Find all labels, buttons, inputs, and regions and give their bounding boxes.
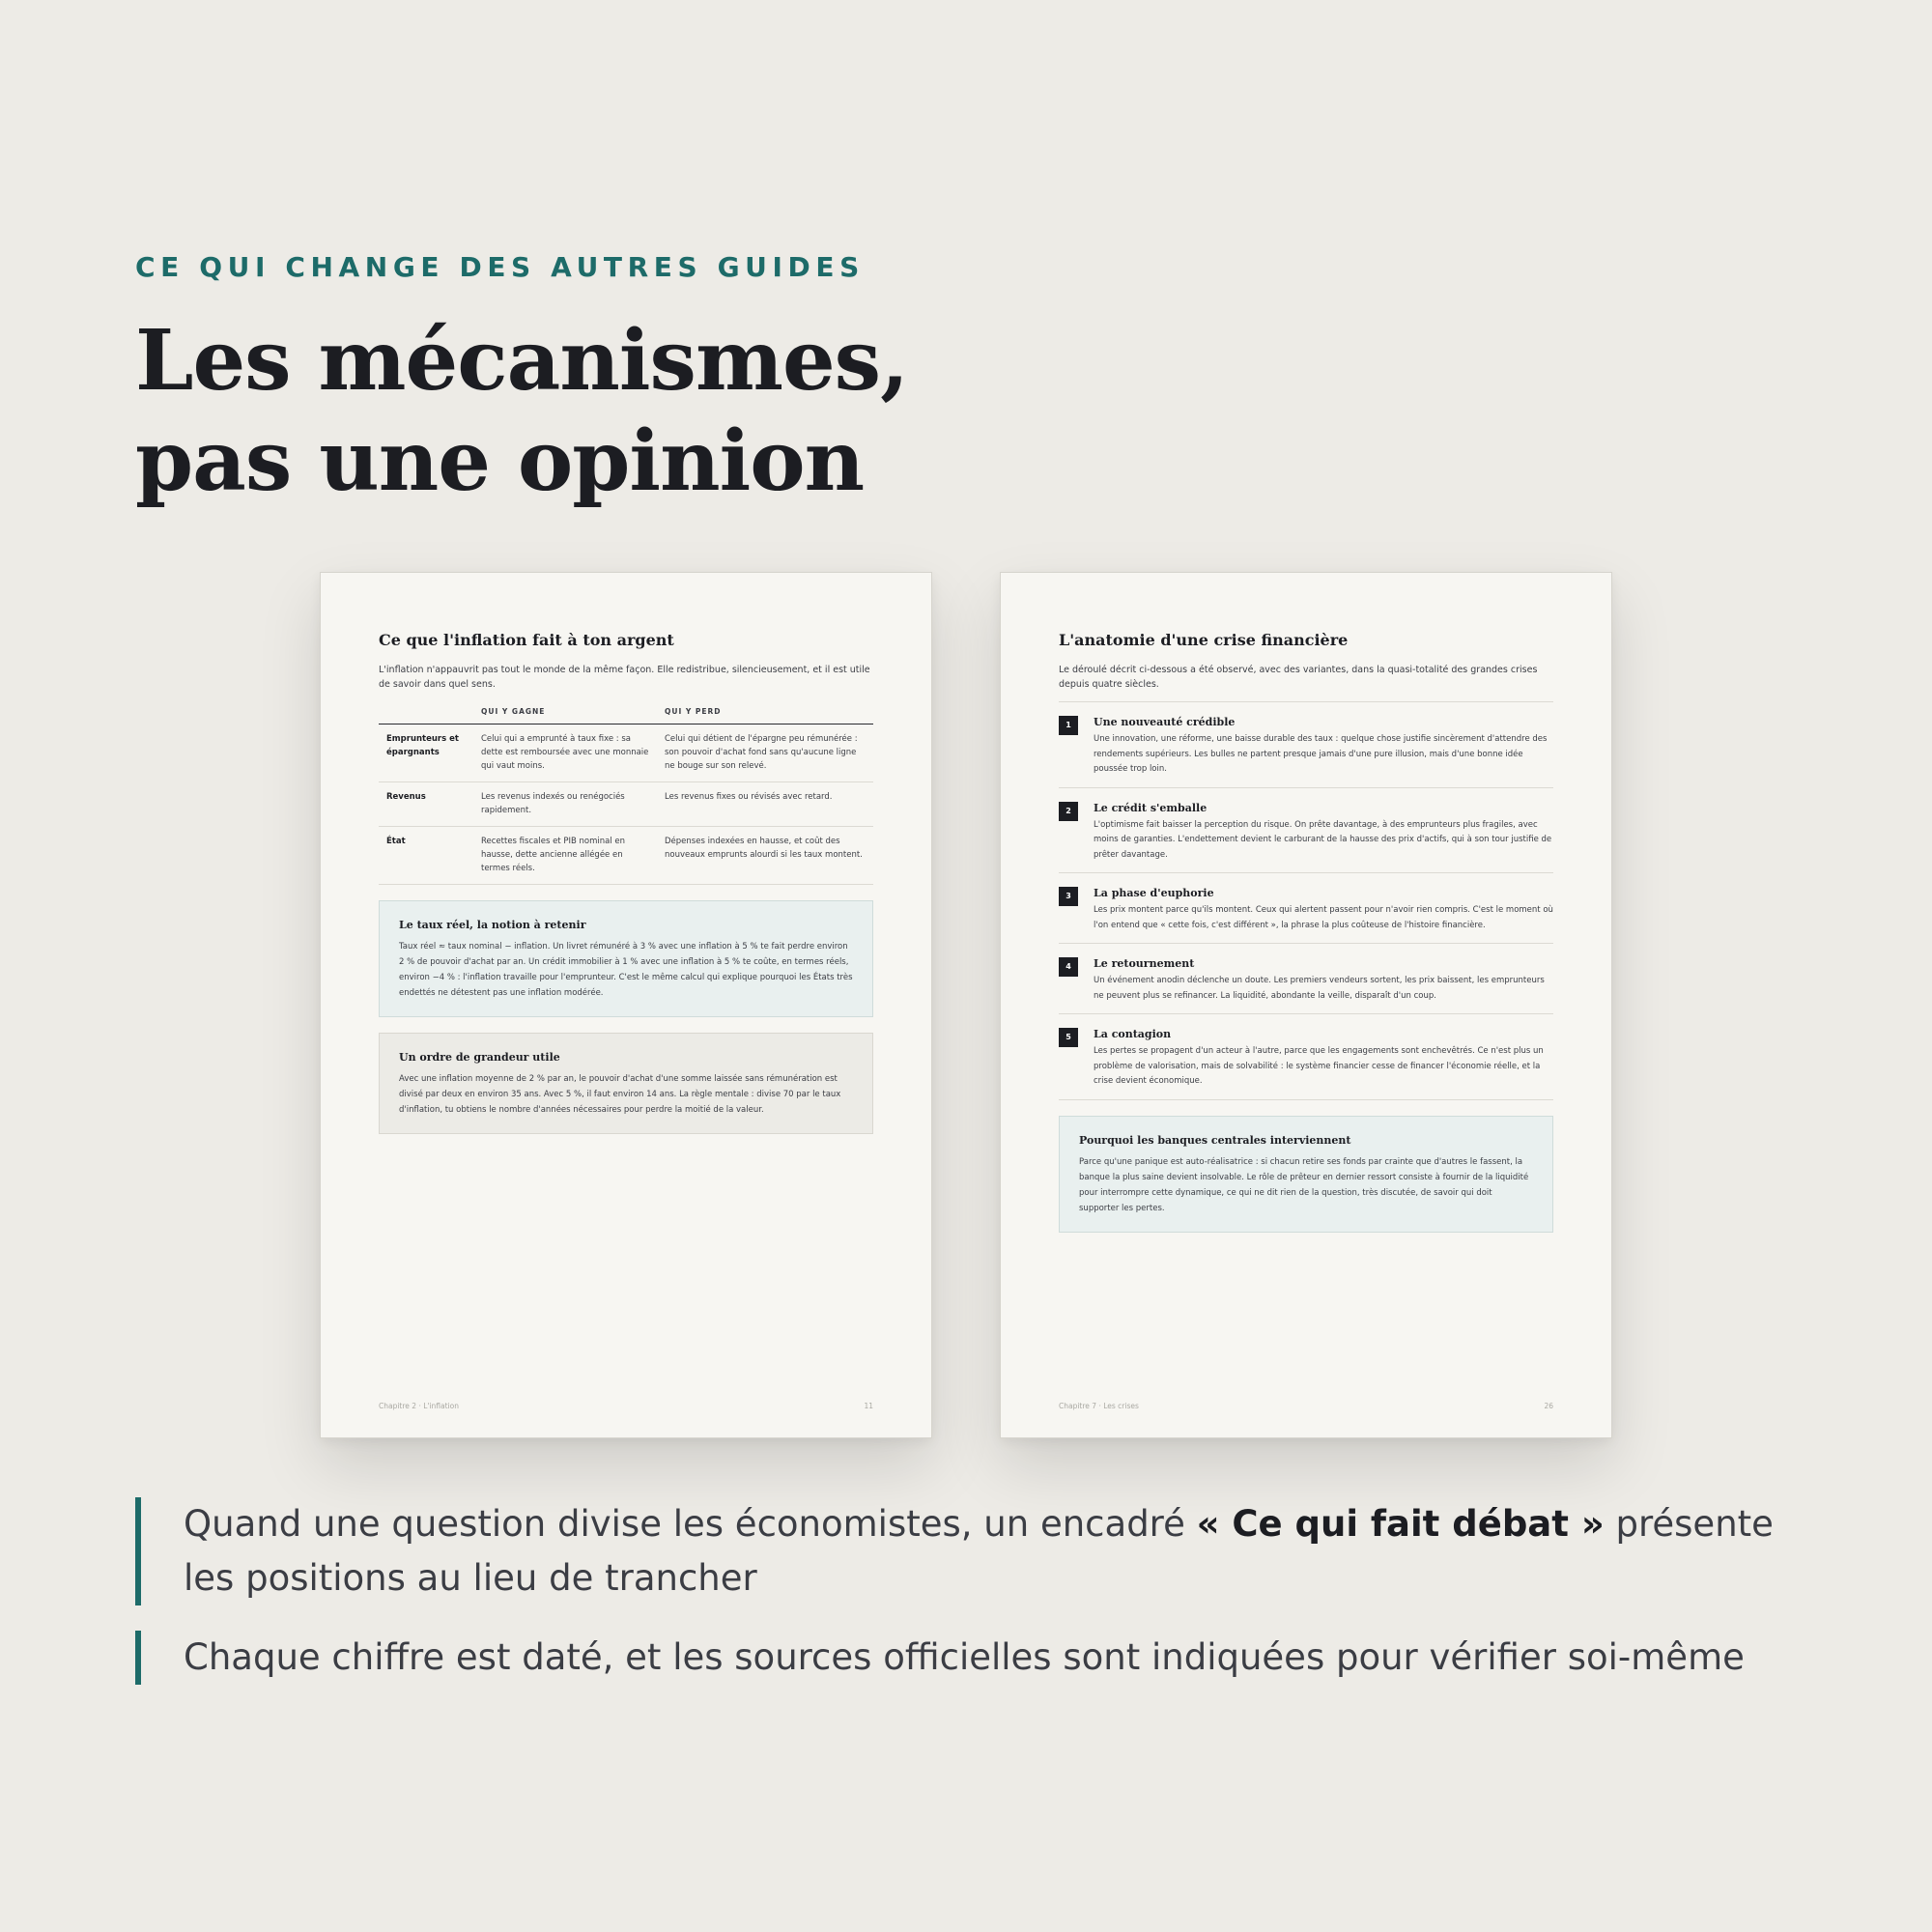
list-item [1059, 702, 1553, 788]
bullet-text: Chaque chiffre est daté, et les sources officielles sont indiquées pour vérifier soi-même [184, 1636, 1745, 1678]
feature-bullet-sources [135, 1631, 1797, 1685]
page-footer [379, 1402, 873, 1410]
eyebrow-label: CE QUI CHANGE DES AUTRES GUIDES [135, 251, 865, 283]
crisis-steps-list [1059, 701, 1553, 1100]
book-page-inflation [320, 572, 932, 1438]
bullet-text-part: Quand une question divise les économistes, un encadré [184, 1503, 1197, 1545]
feature-bullet-debate [135, 1497, 1797, 1605]
step-number-badge: 1 [1059, 716, 1078, 735]
footer-chapter: Chapitre 7 · Les crises [1059, 1402, 1139, 1410]
row-label: Emprunteurs et épargnants [379, 724, 473, 782]
table-header-empty [379, 707, 473, 724]
step-title: La contagion [1094, 1028, 1172, 1040]
table-header-gain: QUI Y GAGNE [473, 707, 657, 724]
callout-title: Pourquoi les banques centrales interviennent [1079, 1133, 1351, 1147]
table-header-loss: QUI Y PERD [657, 707, 873, 724]
step-title: Le crédit s'emballe [1094, 801, 1208, 814]
list-item [1059, 944, 1553, 1014]
callout-text: Taux réel ≈ taux nominal − inflation. Un livret rémunéré à 3 % avec une inflation à 5 % te fait perdre environ 2 % de pouvoir d'achat par an. Un crédit immobilier à 1 % avec une inflation à 5 % te coûte, en termes réels, environ −4 % : l'inflation travaille pour l'emprunteur. C'est le même calcul qui explique pourquoi les États très endettés ne détestent pas une inflation modérée. [399, 942, 853, 998]
page-intro: L'inflation n'appauvrit pas tout le monde de la même façon. Elle redistribue, silencieusement, et il est utile de savoir dans quel sens. [379, 665, 870, 690]
table-header-row [379, 707, 873, 724]
book-page-crisis [1000, 572, 1612, 1438]
cell-loss: Les revenus fixes ou révisés avec retard. [657, 782, 873, 827]
callout-order-of-magnitude [379, 1033, 873, 1134]
step-number-badge: 3 [1059, 887, 1078, 906]
winners-losers-table [379, 707, 873, 885]
step-title: Le retournement [1094, 957, 1195, 970]
accent-bar [135, 1497, 141, 1605]
page-heading: Ce que l'inflation fait à ton argent [379, 631, 674, 649]
cell-gain: Les revenus indexés ou renégociés rapidement. [473, 782, 657, 827]
footer-page-number: 26 [1544, 1402, 1553, 1410]
step-number-badge: 5 [1059, 1028, 1078, 1047]
step-text: Les pertes se propagent d'un acteur à l'autre, parce que les engagements sont enchevêtrés. Ce n'est plus un problème de valorisation, mais de solvabilité : le système financier cesse de financer l'économie réelle, et la crise devient économique. [1094, 1046, 1544, 1086]
page-title [135, 311, 908, 512]
bullet-text-bold: « Ce qui fait débat » [1196, 1503, 1605, 1545]
callout-text: Avec une inflation moyenne de 2 % par an, le pouvoir d'achat d'une somme laissée sans rémunération est divisé par deux en environ 35 ans. Avec 5 %, il faut environ 14 ans. La règle mentale : divise 70 par le taux d'inflation, tu obtiens le nombre d'années nécessaires pour perdre la moitié de la valeur. [399, 1074, 841, 1115]
list-item [1059, 788, 1553, 874]
cell-gain: Recettes fiscales et PIB nominal en hausse, dette ancienne allégée en termes réels. [473, 827, 657, 885]
list-item [1059, 1014, 1553, 1100]
step-text: Un événement anodin déclenche un doute. Les premiers vendeurs sortent, les prix baissent, les emprunteurs ne peuvent plus se refinancer. La liquidité, abondante la veille, disparaît d'un coup. [1094, 976, 1545, 1001]
cell-loss: Dépenses indexées en hausse, et coût des nouveaux emprunts alourdi si les taux montent. [657, 827, 873, 885]
step-text: L'optimisme fait baisser la perception du risque. On prête davantage, à des emprunteurs plus fragiles, avec moins de garanties. L'endettement devient le carburant de la hausse des prix d'actifs, qui à son tour justifie de prêter davantage. [1094, 819, 1552, 860]
callout-text: Parce qu'une panique est auto-réalisatrice : si chacun retire ses fonds par crainte que d'autres le fassent, la banque la plus saine devient insolvable. Le rôle de prêteur en dernier ressort consiste à fournir de la liquidité pour interrompre cette dynamique, ce qui ne dit rien de la question, très discutée, de savoir qui doit supporter les pertes. [1079, 1156, 1529, 1213]
row-label: État [379, 827, 473, 885]
footer-page-number: 11 [864, 1402, 873, 1410]
cell-loss: Celui qui détient de l'épargne peu rémunérée : son pouvoir d'achat fond sans qu'aucune ligne ne bouge sur son relevé. [657, 724, 873, 782]
feature-bullets [135, 1497, 1797, 1710]
step-title: La phase d'euphorie [1094, 887, 1214, 899]
callout-title: Le taux réel, la notion à retenir [399, 919, 586, 931]
callout-title: Un ordre de grandeur utile [399, 1051, 560, 1064]
title-line-2: pas une opinion [135, 412, 865, 510]
title-line-1: Les mécanismes, [135, 312, 909, 410]
step-title: Une nouveauté crédible [1094, 716, 1236, 728]
page-heading: L'anatomie d'une crise financière [1059, 631, 1349, 649]
step-number-badge: 4 [1059, 957, 1078, 977]
callout-real-rate [379, 900, 873, 1017]
table-row [379, 782, 873, 827]
bullet-text-part: présente les positions au lieu de trancher [184, 1503, 1774, 1599]
step-number-badge: 2 [1059, 802, 1078, 821]
step-text: Les prix montent parce qu'ils montent. Ceux qui alertent passent pour n'avoir rien compris. C'est le moment où l'on entend que « cette fois, c'est différent », la phrase la plus coûteuse de l'histoire financière. [1094, 905, 1553, 930]
table-row [379, 827, 873, 885]
page-footer [1059, 1402, 1553, 1410]
table-row [379, 724, 873, 782]
footer-chapter: Chapitre 2 · L'inflation [379, 1402, 459, 1410]
row-label: Revenus [379, 782, 473, 827]
accent-bar [135, 1631, 141, 1685]
page-intro: Le déroulé décrit ci-dessous a été observé, avec des variantes, dans la quasi-totalité des grandes crises depuis quatre siècles. [1059, 665, 1538, 690]
list-item [1059, 873, 1553, 944]
cell-gain: Celui qui a emprunté à taux fixe : sa dette est remboursée avec une monnaie qui vaut moins. [473, 724, 657, 782]
step-text: Une innovation, une réforme, une baisse durable des taux : quelque chose justifie sincèrement d'attendre des rendements supérieurs. Les bulles ne partent presque jamais d'une pure illusion, mais d'une bonne idée poussée trop loin. [1094, 734, 1548, 774]
callout-central-banks [1059, 1116, 1553, 1233]
